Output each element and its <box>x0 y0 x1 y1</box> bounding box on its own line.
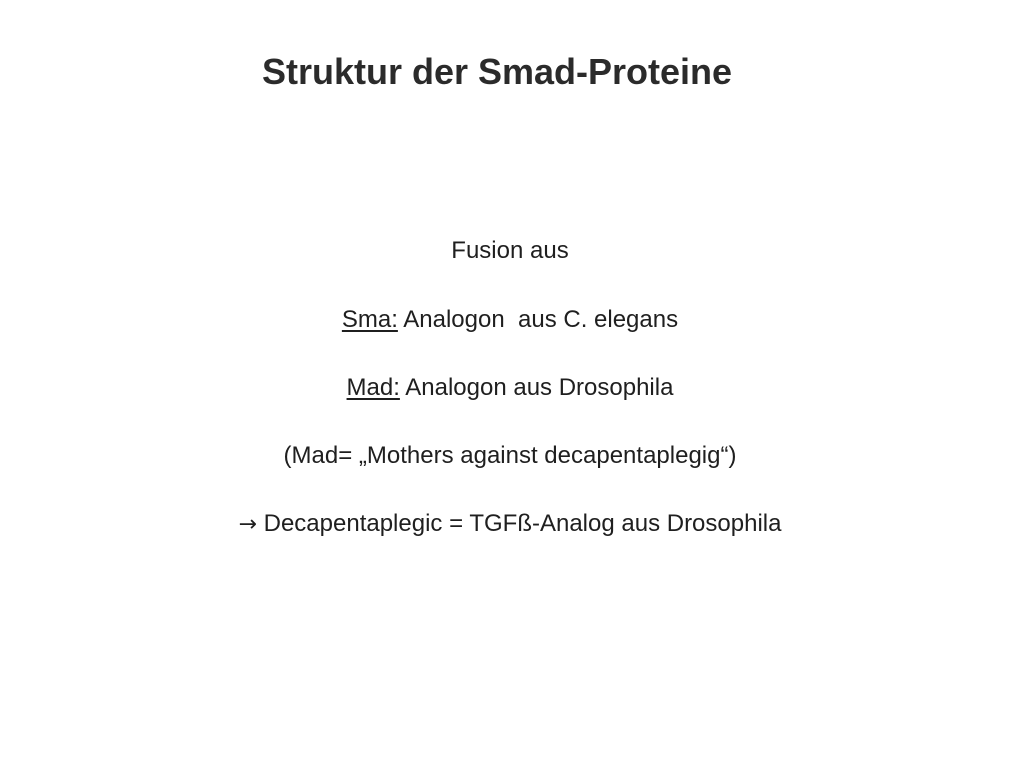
sma-line <box>0 305 1020 335</box>
mad-term: Mad: <box>346 374 400 401</box>
conclusion-text: Decapentaplegic = TGFß-Analog aus Drosophila <box>256 510 782 537</box>
mad-description: Analogon aus Drosophila <box>399 374 674 401</box>
right-arrow-icon: → <box>238 512 257 537</box>
sma-term: Sma: <box>341 306 398 333</box>
intro-line: Fusion aus <box>451 237 569 264</box>
sma-description: Analogon aus C. elegans <box>397 306 679 333</box>
mad-expansion-line: (Mad= „Mothers against decapentaplegig“) <box>283 442 737 469</box>
mad-line <box>0 373 1020 403</box>
slide-title: Struktur der Smad-Proteine <box>261 51 733 92</box>
conclusion-line <box>0 509 1020 540</box>
